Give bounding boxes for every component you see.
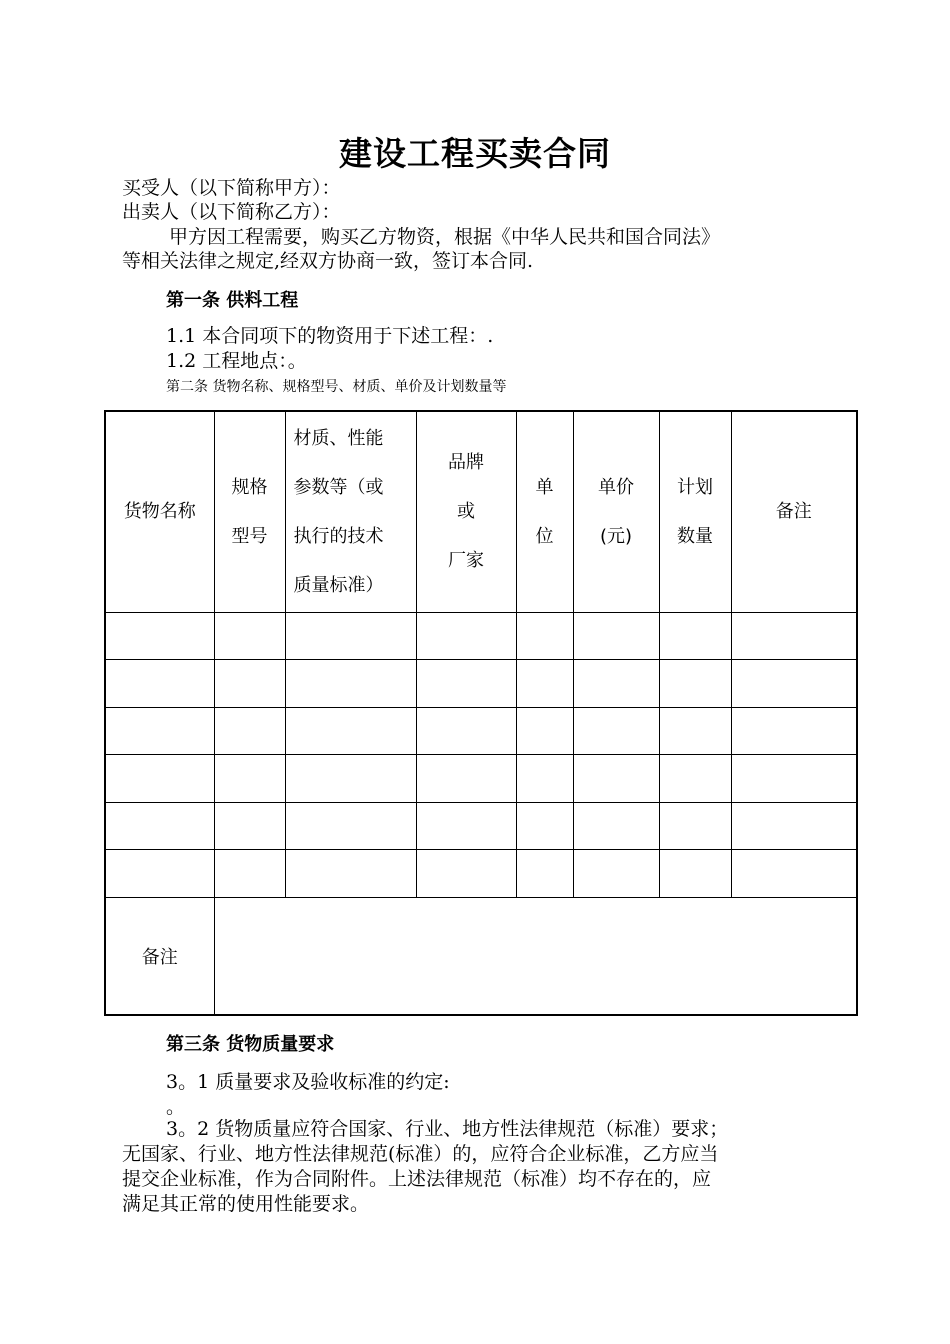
table-cell[interactable] [516,802,573,850]
table-cell[interactable] [573,707,659,755]
table-cell[interactable] [731,755,857,803]
remark-label-cell: 备注 [105,897,214,1015]
table-cell[interactable] [105,850,214,898]
table-cell[interactable] [516,850,573,898]
table-cell[interactable] [416,660,516,708]
table-cell[interactable] [105,707,214,755]
table-cell[interactable] [105,755,214,803]
table-cell[interactable] [573,612,659,660]
table-cell[interactable] [573,755,659,803]
table-cell[interactable] [214,612,285,660]
article-3-item-2-line-2: 无国家、行业、地方性法律规范(标准）的，应符合企业标准，乙方应当 [122,1143,719,1165]
article-1-item-1: 1.1 本合同项下的物资用于下述工程：. [166,325,494,347]
article-1-heading: 第一条 供料工程 [166,290,299,311]
table-cell[interactable] [516,612,573,660]
article-3-item-1-cont: 。 [166,1096,186,1118]
header-material: 材质、性能 参数等（或 执行的技术 质量标准） [285,411,416,612]
table-row [105,755,857,803]
table-cell[interactable] [731,660,857,708]
intro-line-1: 甲方因工程需要，购买乙方物资，根据《中华人民共和国合同法》 [169,226,721,248]
table-cell[interactable] [659,707,731,755]
table-cell[interactable] [659,802,731,850]
table-cell[interactable] [105,660,214,708]
table-cell[interactable] [659,755,731,803]
table-cell[interactable] [214,707,285,755]
table-row [105,660,857,708]
table-cell[interactable] [105,802,214,850]
table-cell[interactable] [285,612,416,660]
table-row [105,612,857,660]
article-2-heading: 第二条 货物名称、规格型号、材质、单价及计划数量等 [166,379,507,395]
table-cell[interactable] [285,660,416,708]
table-cell[interactable] [214,660,285,708]
intro-line-2: 等相关法律之规定,经双方协商一致，签订本合同. [122,250,534,272]
table-cell[interactable] [416,850,516,898]
table-cell[interactable] [516,707,573,755]
table-cell[interactable] [214,850,285,898]
table-cell[interactable] [573,802,659,850]
article-3-item-2-line-1: 3。2 货物质量应符合国家、行业、地方性法律规范（标准）要求； [166,1118,729,1140]
seller-line: 出卖人（以下简称乙方）： [122,201,341,223]
table-cell[interactable] [573,850,659,898]
header-planned-quantity: 计划 数量 [659,411,731,612]
header-unit-price: 单价 (元) [573,411,659,612]
table-cell[interactable] [416,802,516,850]
article-3-heading: 第三条 货物质量要求 [166,1034,335,1055]
table-cell[interactable] [516,755,573,803]
table-row [105,802,857,850]
table-cell[interactable] [285,755,416,803]
table-cell[interactable] [214,802,285,850]
header-brand: 品牌 或 厂家 [416,411,516,612]
header-remark: 备注 [731,411,857,612]
table-cell[interactable] [573,660,659,708]
goods-table [104,410,858,1016]
article-1-item-2: 1.2 工程地点：。 [166,350,307,372]
table-cell[interactable] [214,755,285,803]
article-3-item-2-line-3: 提交企业标准，作为合同附件。上述法律规范（标准）均不存在的，应 [122,1168,712,1190]
table-cell[interactable] [731,850,857,898]
header-spec-model: 规格 型号 [214,411,285,612]
remark-content-cell[interactable] [214,897,857,1015]
table-cell[interactable] [516,660,573,708]
table-cell[interactable] [285,707,416,755]
table-cell[interactable] [659,660,731,708]
table-cell[interactable] [416,612,516,660]
table-cell[interactable] [105,612,214,660]
table-cell[interactable] [731,707,857,755]
header-unit: 单 位 [516,411,573,612]
article-3-item-2-line-4: 满足其正常的使用性能要求。 [122,1193,370,1215]
table-cell[interactable] [416,707,516,755]
table-cell[interactable] [285,850,416,898]
table-remark-row [105,897,857,1015]
table-cell[interactable] [416,755,516,803]
table-cell[interactable] [659,612,731,660]
article-3-item-1: 3。1 质量要求及验收标准的约定: [166,1071,450,1093]
table-row [105,707,857,755]
table-cell[interactable] [731,802,857,850]
header-goods-name: 货物名称 [105,411,214,612]
buyer-line: 买受人（以下简称甲方）： [122,177,341,199]
table-row [105,850,857,898]
document-title: 建设工程买卖合同 [339,134,611,173]
table-cell[interactable] [285,802,416,850]
table-header-row [105,411,857,612]
table-cell[interactable] [659,850,731,898]
table-cell[interactable] [731,612,857,660]
